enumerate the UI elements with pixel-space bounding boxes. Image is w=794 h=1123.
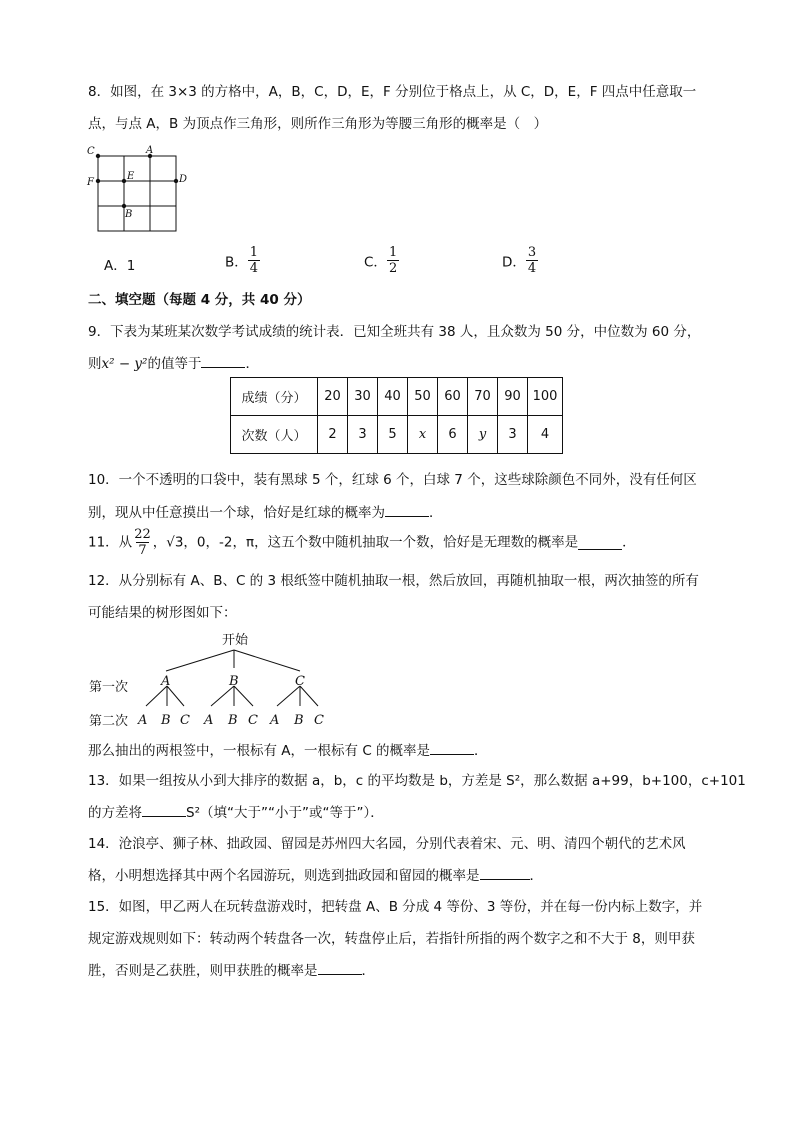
- q13-line2: [88, 802, 384, 823]
- table-cell: 40: [378, 378, 408, 416]
- option-b-den: 4: [249, 261, 259, 276]
- label-a: A: [146, 145, 154, 156]
- tree-leaf: C: [314, 713, 324, 728]
- q8-line2: 点，与点 A，B 为顶点作三角形，则所作三角形为等腰三角形的概率是（ ）: [88, 116, 548, 132]
- tree-leaf: C: [248, 713, 258, 728]
- q10-answer-blank[interactable]: [385, 502, 429, 517]
- tree-node-c: C: [295, 674, 305, 689]
- q12-end: ．: [474, 743, 488, 759]
- table-cell: 90: [498, 378, 528, 416]
- table-header-cell: 次数（人）: [231, 416, 318, 454]
- q12-answer-blank[interactable]: [430, 740, 474, 755]
- label-b: B: [125, 209, 133, 220]
- option-b-fraction: [248, 245, 260, 276]
- table-row: [231, 378, 563, 416]
- table-cell: 60: [438, 378, 468, 416]
- tree-leaf: A: [204, 713, 214, 728]
- tree-root: 开始: [222, 633, 249, 648]
- option-d-den: 4: [527, 261, 537, 276]
- q11-frac-num: 22: [134, 527, 151, 542]
- tree-edge: [234, 686, 253, 706]
- option-a-value: 1: [126, 258, 136, 274]
- tree-second-draw-label: 第二次: [89, 714, 129, 729]
- tree-edge: [234, 650, 300, 671]
- tree-leaf: B: [161, 713, 171, 728]
- tree-edge: [167, 686, 184, 706]
- q10-line2-text: 别，现从中任意摸出一个球，恰好是红球的概率为: [88, 505, 385, 521]
- point-b: [122, 204, 126, 208]
- table-cell: x: [408, 416, 438, 454]
- q11-fraction: [132, 527, 153, 558]
- option-b[interactable]: [225, 245, 260, 276]
- q15-answer-blank[interactable]: [318, 960, 362, 975]
- point-d: [174, 179, 178, 183]
- q9-end: ．: [245, 356, 259, 372]
- q8-line1: 8．如图，在 3×3 的方格中，A，B，C，D，E，F 分别位于格点上，从 C，D，E，F 四点中任意取一: [88, 84, 697, 100]
- q14-end: ．: [529, 868, 543, 884]
- tree-leaf: B: [228, 713, 238, 728]
- q13-line2-prefix: 的方差将: [88, 805, 142, 821]
- table-cell: 6: [438, 416, 468, 454]
- tree-node-b: B: [229, 674, 239, 689]
- table-cell: 50: [408, 378, 438, 416]
- grid-border: [98, 156, 176, 231]
- q12-line2: 可能结果的树形图如下：: [88, 605, 237, 621]
- table-cell: 100: [528, 378, 563, 416]
- table-cell: y: [468, 416, 498, 454]
- q11-frac-den: 7: [138, 543, 147, 558]
- table-cell: 2: [318, 416, 348, 454]
- q10-line2: [88, 502, 443, 523]
- option-b-label: B．: [225, 254, 248, 271]
- table-cell: 5: [378, 416, 408, 454]
- table-cell: 20: [318, 378, 348, 416]
- label-e: E: [127, 171, 135, 182]
- option-c[interactable]: [364, 245, 399, 276]
- table-row: [231, 416, 563, 454]
- q12-line1: 12．从分别标有 A、B、C 的 3 根纸签中随机抽取一根，然后放回，再随机抽取一根，两次抽签的所有: [88, 573, 699, 589]
- q11-answer-blank[interactable]: [578, 535, 622, 550]
- q13-line2-suffix: S²（填“大于”“小于”或“等于”）．: [186, 805, 384, 821]
- q9-line2: [88, 353, 259, 374]
- label-d: D: [179, 174, 188, 185]
- q9-line1: 9．下表为某班某次数学考试成绩的统计表．已知全班共有 38 人，且众数为 50 分，中位数为 60 分，: [88, 324, 701, 340]
- tree-edge: [211, 686, 234, 706]
- q10-line1: 10．一个不透明的口袋中，装有黑球 5 个，红球 6 个，白球 7 个，这些球除颜色不同外，没有任何区: [88, 472, 697, 488]
- tree-leaf: A: [270, 713, 280, 728]
- q14-line2-text: 格，小明想选择其中两个名园游玩，则选到拙政园和留园的概率是: [88, 868, 480, 884]
- q15-line3-text: 胜，否则是乙获胜，则甲获胜的概率是: [88, 963, 318, 979]
- q12-line3: [88, 740, 488, 761]
- option-c-num: 1: [388, 245, 398, 260]
- grid-figure: [84, 144, 196, 236]
- q13-answer-blank[interactable]: [142, 802, 186, 817]
- q12-line3-text: 那么抽出的两根签中，一根标有 A，一根标有 C 的概率是: [88, 743, 431, 759]
- tree-first-draw-label: 第一次: [89, 680, 129, 695]
- option-c-den: 2: [388, 261, 398, 276]
- tree-leaf: C: [180, 713, 190, 728]
- table-cell: 30: [348, 378, 378, 416]
- tree-edge: [166, 650, 234, 671]
- q15-line1: 15．如图，甲乙两人在玩转盘游戏时，把转盘 A、B 分成 4 等份、3 等份，并在每一份内标上数字，并: [88, 899, 703, 915]
- q9-line2-suffix: 的值等于: [147, 356, 202, 372]
- q11-prefix: 11．从: [88, 534, 133, 551]
- tree-edge: [146, 686, 167, 706]
- q9-line2-prefix: 则: [88, 356, 102, 372]
- table-cell: 70: [468, 378, 498, 416]
- option-a-label: A．: [104, 258, 127, 274]
- option-b-num: 1: [249, 245, 259, 260]
- q11-line: [88, 527, 636, 558]
- option-d[interactable]: [502, 245, 538, 276]
- q15-line2: 规定游戏规则如下：转动两个转盘各一次，转盘停止后，若指针所指的两个数字之和不大于 8，则甲获: [88, 931, 695, 947]
- q11-end: ．: [622, 534, 636, 551]
- q14-line2: [88, 865, 543, 886]
- q14-line1: 14．沧浪亭、狮子林、拙政园、留园是苏州四大名园，分别代表着宋、元、明、清四个朝代的艺术风: [88, 836, 686, 852]
- label-f: F: [87, 177, 94, 188]
- tree-diagram: [84, 628, 344, 732]
- section-title: 二、填空题（每题 4 分，共 40 分）: [88, 292, 311, 308]
- q9-expression: x² − y²: [101, 356, 148, 372]
- point-e: [122, 179, 126, 183]
- tree-node-a: A: [161, 674, 171, 689]
- table-cell: 3: [498, 416, 528, 454]
- tree-leaf: B: [294, 713, 304, 728]
- label-c: C: [87, 146, 95, 157]
- tree-leaf: A: [138, 713, 148, 728]
- option-c-fraction: [387, 245, 399, 276]
- tree-edge: [277, 686, 300, 706]
- q10-end: ．: [429, 505, 443, 521]
- q13-line1: 13．如果一组按从小到大排序的数据 a，b，c 的平均数是 b，方差是 S²，那么数据 a+99，b+100，c+101: [88, 773, 746, 789]
- score-table: [230, 377, 563, 454]
- table-cell: 3: [348, 416, 378, 454]
- point-c: [96, 154, 100, 158]
- q15-end: ．: [361, 963, 375, 979]
- option-d-num: 3: [527, 245, 537, 260]
- table-header-cell: 成绩（分）: [231, 378, 318, 416]
- q14-answer-blank[interactable]: [480, 865, 530, 880]
- option-d-label: D．: [502, 254, 526, 271]
- q11-middle: ，√3，0，-2，π，这五个数中随机抽取一个数，恰好是无理数的概率是: [152, 534, 579, 551]
- tree-edge: [300, 686, 318, 706]
- q15-line3: [88, 960, 375, 981]
- option-a[interactable]: [104, 254, 135, 274]
- option-d-fraction: [526, 245, 538, 276]
- q9-answer-blank[interactable]: [201, 353, 245, 368]
- option-c-label: C．: [364, 254, 387, 271]
- point-f: [96, 179, 100, 183]
- table-cell: 4: [528, 416, 563, 454]
